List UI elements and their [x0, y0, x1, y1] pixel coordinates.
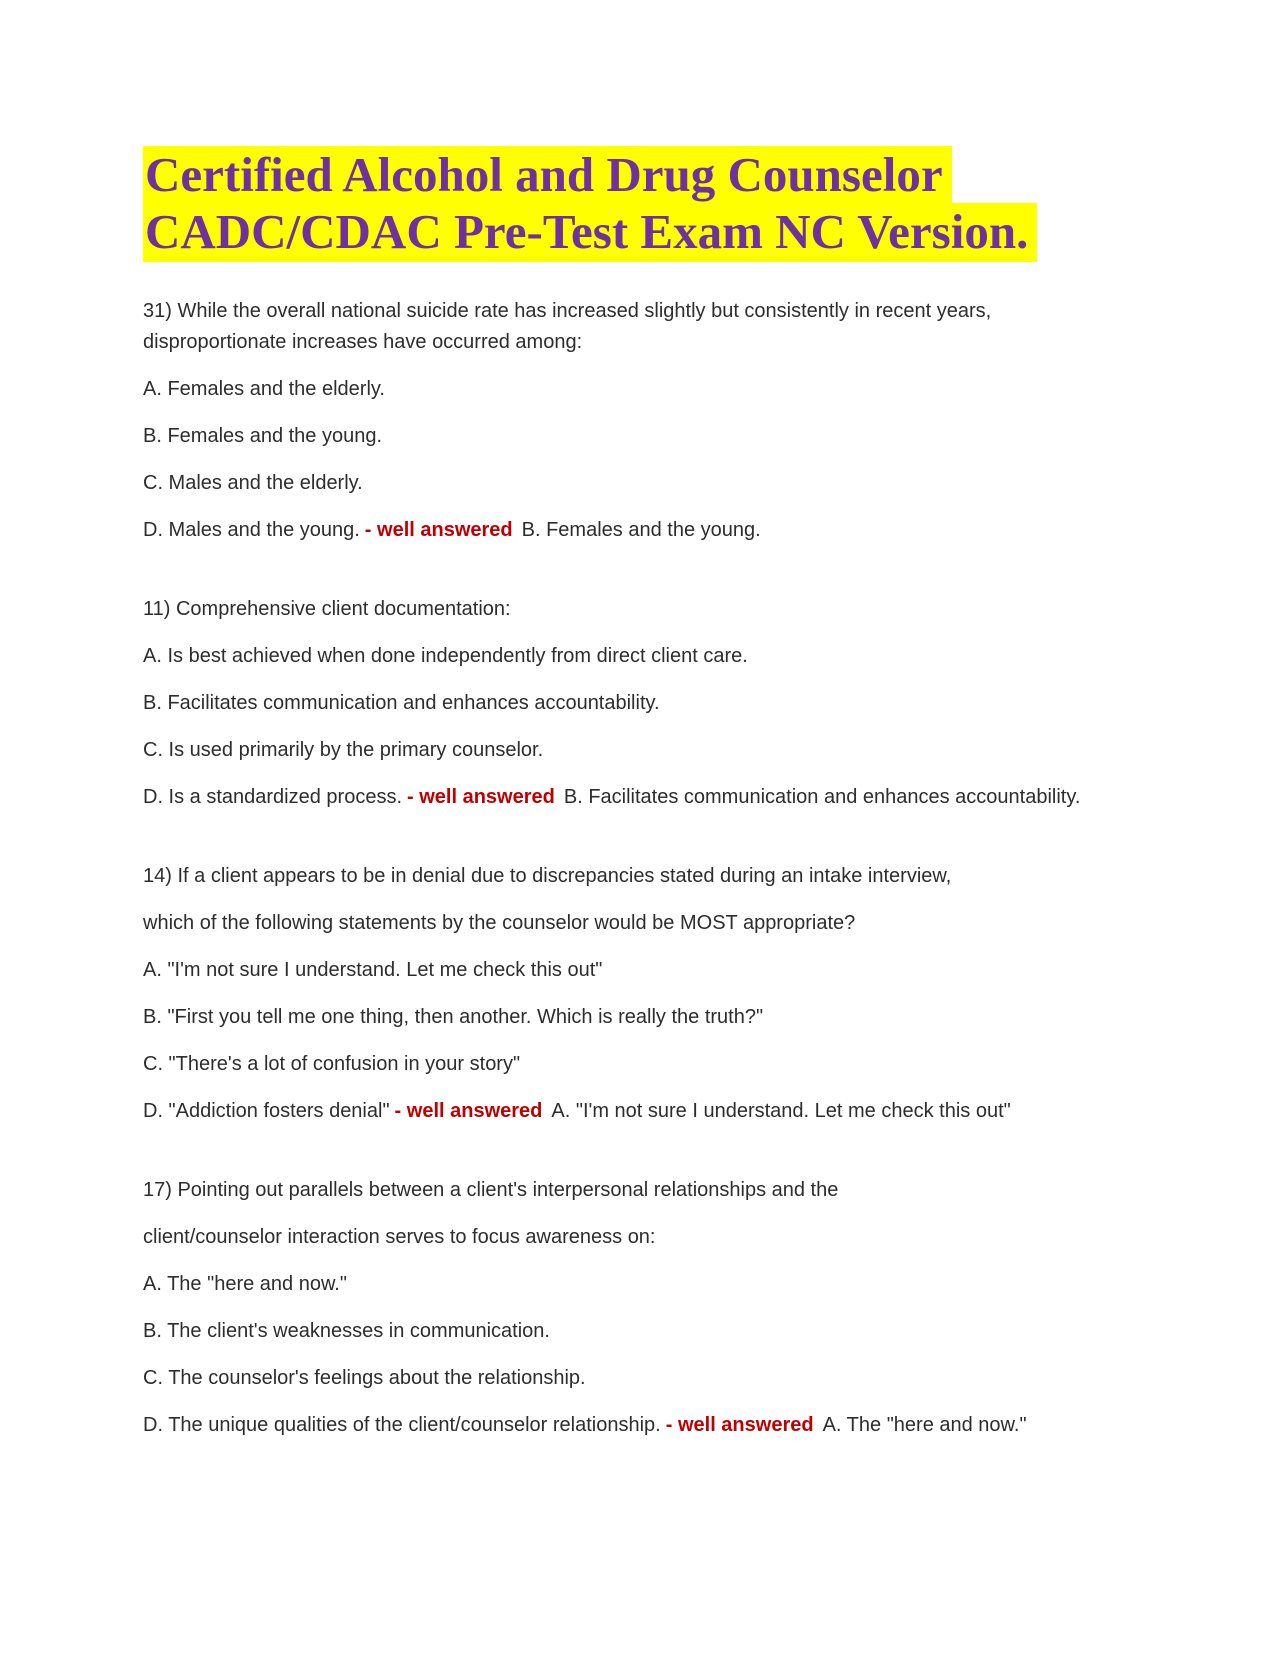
question-block-17 — [143, 1175, 1180, 1441]
option-line-c: C. The counselor's feelings about the relationship. — [143, 1367, 586, 1389]
answer-marker: - well answered — [394, 1100, 543, 1122]
answer-text: A. The "here and now." — [822, 1414, 1027, 1436]
option-line-b: B. Facilitates communication and enhances accountability. — [143, 692, 660, 714]
option-line-d: D. The unique qualities of the client/counselor relationship. — [143, 1414, 661, 1436]
page-title — [143, 146, 1180, 260]
question-prompt-continued: disproportionate increases have occurred among: — [143, 331, 583, 353]
question-block-11 — [143, 594, 1180, 813]
option-line-c: C. "There's a lot of confusion in your story" — [143, 1053, 521, 1075]
answer-marker: - well answered — [665, 1414, 814, 1436]
question-block-31 — [143, 296, 1180, 546]
option-line-c: C. Males and the elderly. — [143, 472, 363, 494]
title-highlight-2: CADC/CDAC Pre-Test Exam NC Version. — [143, 203, 1037, 262]
question-block-14 — [143, 861, 1180, 1127]
answer-text: B. Females and the young. — [521, 519, 761, 541]
option-line-c: C. Is used primarily by the primary counselor. — [143, 739, 544, 761]
option-line-a: A. Females and the elderly. — [143, 378, 385, 400]
title-highlight-1: Certified Alcohol and Drug Counselor — [143, 146, 952, 205]
option-line-b: B. The client's weaknesses in communication. — [143, 1320, 550, 1342]
question-prompt-continued: client/counselor interaction serves to focus awareness on: — [143, 1226, 656, 1248]
answer-marker: - well answered — [407, 786, 555, 808]
question-prompt: 17) Pointing out parallels between a client's interpersonal relationships and the — [143, 1179, 839, 1201]
option-line-d: D. Males and the young. — [143, 519, 360, 541]
page-title-line-1 — [143, 146, 1180, 203]
answer-line — [143, 782, 1180, 813]
question-prompt-continued: which of the following statements by the counselor would be MOST appropriate? — [143, 912, 856, 934]
answer-marker: - well answered — [364, 519, 513, 541]
answer-line — [143, 1410, 1180, 1441]
option-line-b: B. Females and the young. — [143, 425, 383, 447]
question-prompt: 14) If a client appears to be in denial due to discrepancies stated during an intake interview, — [143, 865, 952, 887]
option-line-a: A. Is best achieved when done independently from direct client care. — [143, 645, 748, 667]
answer-text: A. "I'm not sure I understand. Let me check this out" — [551, 1100, 1011, 1122]
page-title-line-2 — [143, 203, 1180, 260]
answer-text: B. Facilitates communication and enhances accountability. — [563, 786, 1081, 808]
answer-line — [143, 1096, 1180, 1127]
question-prompt: 31) While the overall national suicide rate has increased slightly but consistently in recent years, — [143, 300, 992, 322]
question-prompt: 11) Comprehensive client documentation: — [143, 598, 511, 620]
option-line-d: D. Is a standardized process. — [143, 786, 403, 808]
option-line-b: B. "First you tell me one thing, then another. Which is really the truth?" — [143, 1006, 764, 1028]
option-line-d: D. "Addiction fosters denial" — [143, 1100, 390, 1122]
option-line-a: A. "I'm not sure I understand. Let me check this out" — [143, 959, 603, 981]
option-line-a: A. The "here and now." — [143, 1273, 347, 1295]
answer-line — [143, 515, 1180, 546]
